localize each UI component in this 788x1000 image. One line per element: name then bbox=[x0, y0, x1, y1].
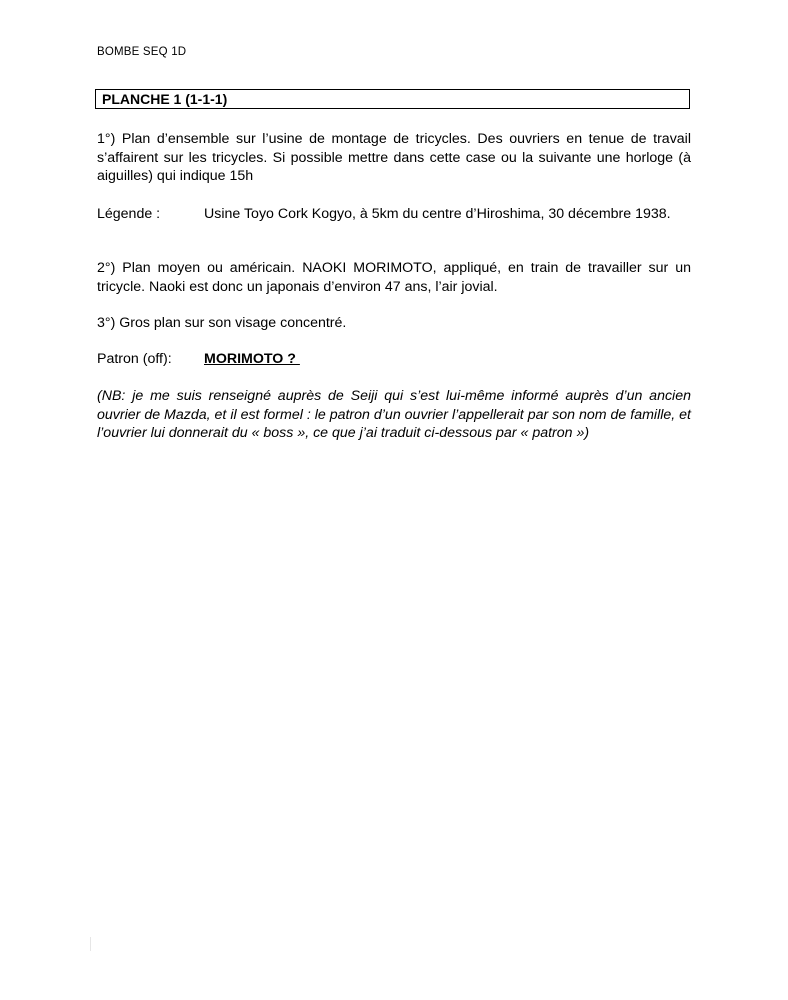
legend-text: Usine Toyo Cork Kogyo, à 5km du centre d’Hiroshima, 30 décembre 1938. bbox=[204, 206, 671, 222]
panel-2-description: 2°) Plan moyen ou américain. NAOKI MORIMOTO, appliqué, en train de travailler sur un tricycle. Naoki est donc un japonais d’environ 47 ans, l’air jovial. bbox=[97, 260, 691, 295]
author-note: (NB: je me suis renseigné auprès de Seiji qui s’est lui-même informé auprès d’un ancien ouvrier de Mazda, et il est formel : le patron d’un ouvrier l’appellerait par son nom de famille, et l’ouvrier lui donnerait du « boss », ce que j’ai traduit ci-dessous par « patron ») bbox=[97, 388, 691, 441]
panel-1-description: 1°) Plan d’ensemble sur l’usine de montage de tricycles. Des ouvriers en tenue de travail s’affairent sur les tricycles. Si possible mettre dans cette case ou la suivante une horloge (à aiguilles) qui indique 15h bbox=[97, 131, 691, 184]
dialogue-line: MORIMOTO ? bbox=[204, 351, 300, 367]
legend-label: Légende : bbox=[97, 206, 161, 222]
planche-title: PLANCHE 1 (1-1-1) bbox=[95, 89, 690, 109]
document-header: BOMBE SEQ 1D bbox=[97, 46, 187, 58]
panel-3-description: 3°) Gros plan sur son visage concentré. bbox=[97, 315, 347, 331]
margin-mark bbox=[90, 937, 91, 951]
dialogue-speaker: Patron (off): bbox=[97, 351, 172, 367]
